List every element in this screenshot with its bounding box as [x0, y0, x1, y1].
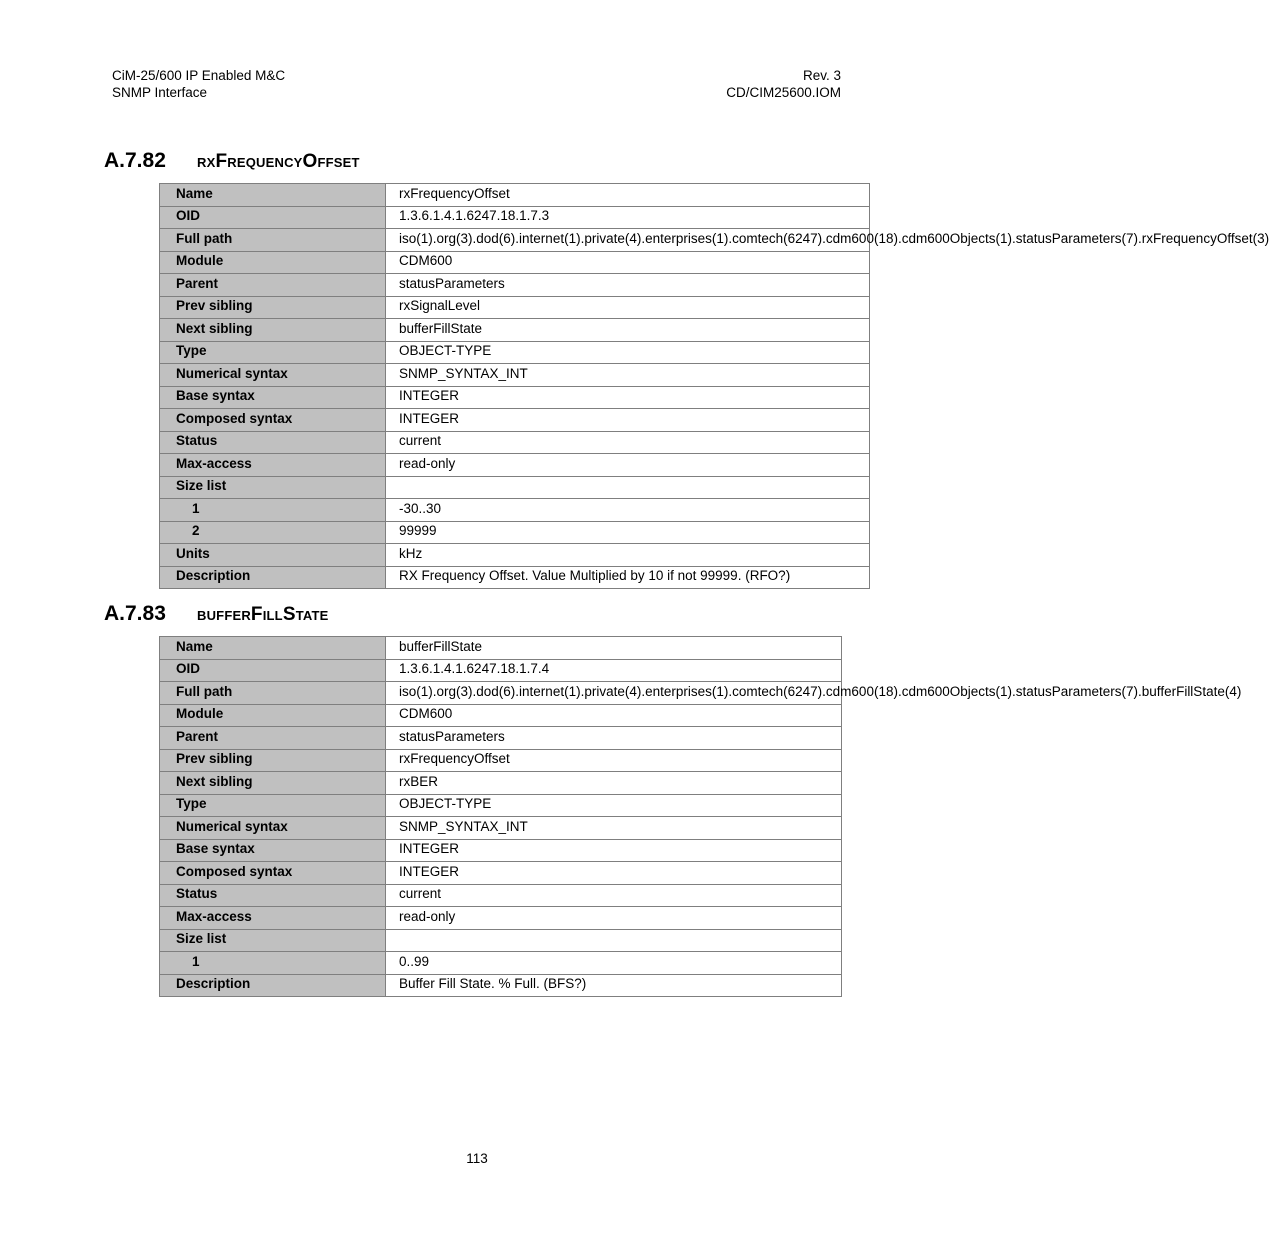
field-value: iso(1).org(3).dod(6).internet(1).private(4).enterprises(1).comtech(6247).cdm600(18).cdm600Objects(1).statusParameters(7).bufferFillState(4) — [386, 682, 842, 705]
field-value: statusParameters — [386, 274, 870, 297]
table-row — [160, 364, 870, 387]
table-row — [160, 296, 870, 319]
field-value: INTEGER — [386, 386, 870, 409]
field-value: statusParameters — [386, 727, 842, 750]
field-value: rxFrequencyOffset — [386, 749, 842, 772]
table-row — [160, 229, 870, 252]
field-name: Module — [160, 251, 386, 274]
header-revision: Rev. 3 — [802, 68, 841, 83]
field-value: read-only — [386, 454, 870, 477]
field-value: SNMP_SYNTAX_INT — [386, 817, 842, 840]
field-name: OID — [160, 659, 386, 682]
field-name: Size list — [160, 929, 386, 952]
table-row — [160, 817, 842, 840]
field-value: read-only — [386, 907, 842, 930]
field-name: Max-access — [160, 907, 386, 930]
field-name: Type — [160, 794, 386, 817]
field-name: Next sibling — [160, 772, 386, 795]
field-name: 2 — [160, 521, 386, 544]
field-name: Next sibling — [160, 319, 386, 342]
page-number: 113 — [466, 1151, 488, 1166]
section-number: A.7.82 — [104, 149, 166, 172]
field-value: Buffer Fill State. % Full. (BFS?) — [386, 974, 842, 997]
field-value: 1.3.6.1.4.1.6247.18.1.7.3 — [386, 206, 870, 229]
section-title: rxFrequencyOffset — [197, 151, 360, 172]
field-value: OBJECT-TYPE — [386, 794, 842, 817]
table-row — [160, 794, 842, 817]
field-value: iso(1).org(3).dod(6).internet(1).private(4).enterprises(1).comtech(6247).cdm600(18).cdm600Objects(1).statusParameters(7).rxFrequencyOffset(3) — [386, 229, 870, 252]
field-value: CDM600 — [386, 704, 842, 727]
field-name: Base syntax — [160, 839, 386, 862]
field-value — [386, 929, 842, 952]
table-row — [160, 727, 842, 750]
header-doc-title: CiM-25/600 IP Enabled M&C — [112, 68, 286, 83]
field-name: Composed syntax — [160, 862, 386, 885]
table-row — [160, 839, 842, 862]
table-row — [160, 884, 842, 907]
field-name: Max-access — [160, 454, 386, 477]
field-name: Status — [160, 884, 386, 907]
field-value: SNMP_SYNTAX_INT — [386, 364, 870, 387]
table-row — [160, 206, 870, 229]
field-name: Status — [160, 431, 386, 454]
field-value: rxSignalLevel — [386, 296, 870, 319]
field-name: Units — [160, 544, 386, 567]
field-value: 0..99 — [386, 952, 842, 975]
field-value: rxBER — [386, 772, 842, 795]
table-row — [160, 544, 870, 567]
field-value: rxFrequencyOffset — [386, 184, 870, 207]
field-value: bufferFillState — [386, 319, 870, 342]
field-value: 99999 — [386, 521, 870, 544]
field-value: current — [386, 431, 870, 454]
table-row — [160, 929, 842, 952]
table-row — [160, 251, 870, 274]
field-value: INTEGER — [386, 839, 842, 862]
table-row — [160, 409, 870, 432]
section-heading — [104, 602, 329, 626]
table-row — [160, 772, 842, 795]
table-row — [160, 499, 870, 522]
field-name: Parent — [160, 727, 386, 750]
table-row — [160, 476, 870, 499]
field-name: 1 — [160, 952, 386, 975]
header-right — [726, 67, 841, 101]
field-name: Description — [160, 566, 386, 589]
table-row — [160, 566, 870, 589]
header-doc-code: CD/CIM25600.IOM — [726, 85, 841, 100]
field-name: Name — [160, 184, 386, 207]
field-name: Full path — [160, 229, 386, 252]
table-row — [160, 682, 842, 705]
table-row — [160, 386, 870, 409]
field-name: Name — [160, 637, 386, 660]
table-row — [160, 637, 842, 660]
section-title: bufferFillState — [197, 604, 329, 625]
field-value: INTEGER — [386, 409, 870, 432]
table-row — [160, 974, 842, 997]
field-value: -30..30 — [386, 499, 870, 522]
field-name: Size list — [160, 476, 386, 499]
table-row — [160, 521, 870, 544]
field-value: RX Frequency Offset. Value Multiplied by 10 if not 99999. (RFO?) — [386, 566, 870, 589]
field-name: Prev sibling — [160, 749, 386, 772]
field-name: Numerical syntax — [160, 364, 386, 387]
table-row — [160, 659, 842, 682]
field-name: Numerical syntax — [160, 817, 386, 840]
table-row — [160, 749, 842, 772]
header-left — [112, 67, 285, 101]
section-heading — [104, 149, 360, 173]
field-name: OID — [160, 206, 386, 229]
field-value: current — [386, 884, 842, 907]
field-name: Description — [160, 974, 386, 997]
table-row — [160, 319, 870, 342]
field-name: Module — [160, 704, 386, 727]
table-row — [160, 952, 842, 975]
field-name: 1 — [160, 499, 386, 522]
section-number: A.7.83 — [104, 602, 166, 625]
field-value: OBJECT-TYPE — [386, 341, 870, 364]
field-name: Prev sibling — [160, 296, 386, 319]
header-doc-subtitle: SNMP Interface — [112, 85, 208, 100]
table-row — [160, 431, 870, 454]
table-row — [160, 862, 842, 885]
field-name: Composed syntax — [160, 409, 386, 432]
field-value: INTEGER — [386, 862, 842, 885]
table-row — [160, 341, 870, 364]
table-row — [160, 184, 870, 207]
field-value: kHz — [386, 544, 870, 567]
table-row — [160, 274, 870, 297]
field-name: Full path — [160, 682, 386, 705]
field-value: CDM600 — [386, 251, 870, 274]
field-name: Type — [160, 341, 386, 364]
table-row — [160, 704, 842, 727]
mib-object-table — [159, 636, 1242, 997]
field-name: Parent — [160, 274, 386, 297]
mib-object-table — [159, 183, 1269, 589]
field-value — [386, 476, 870, 499]
field-value: 1.3.6.1.4.1.6247.18.1.7.4 — [386, 659, 842, 682]
table-row — [160, 454, 870, 477]
table-row — [160, 907, 842, 930]
field-name: Base syntax — [160, 386, 386, 409]
field-value: bufferFillState — [386, 637, 842, 660]
